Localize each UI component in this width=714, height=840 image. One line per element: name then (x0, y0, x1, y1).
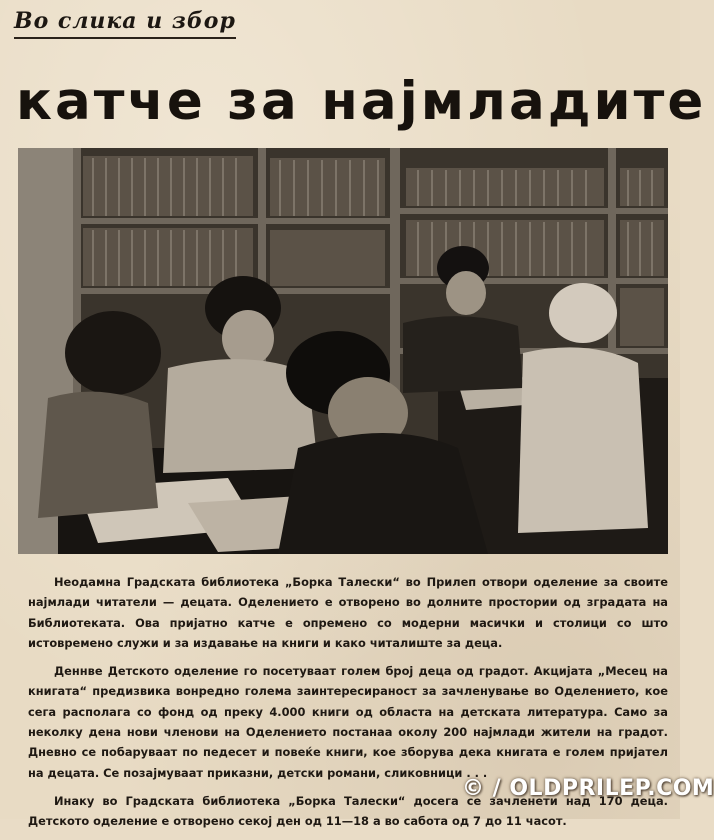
article-paragraph-1: Неодамна Градската библиотека „Борка Талески“ во Прилеп отвори оделение за своите најмлади читатели — децата. Оделението е отворено во долните простории од зградата на Библиотеката. Ова пријатно катче е опремено со модерни масички и столици со што истовремено служи и за издавање на книги и како читалиште за деца. (28, 575, 668, 650)
article-paragraph-3: Инаку во Градската библиотека „Борка Талески“ досега се зачленети над 170 деца. Детското оделение е отворено секој ден од 11—18 а во сабота од 7 до 11 часот. (28, 793, 668, 829)
article-photo (18, 148, 668, 554)
article-headline: катче за најмладите (16, 71, 707, 132)
section-kicker: Во слика и збор (14, 8, 236, 39)
watermark: © / OLDPRILEP.COM (462, 776, 714, 801)
article-paragraph-2: Деннве Детското оделение го посетуваат голем број деца од градот. Акцијата „Месец на книгата“ предизвика вонредно голема заинтересираност за зачленување во Оделението, кое сега располага со фонд од преку 4.000 книги од областа на детската литература. Само за неколку дена нови членови на Оделението постанаа околу 200 најмлади жители на градот. Дневно се побаруваат по педесет и повеќе книги, кое зборува дека книгата е голем пријател на децата. Се позајмуваат приказни, детски романи, сликовници . . . (28, 664, 668, 780)
